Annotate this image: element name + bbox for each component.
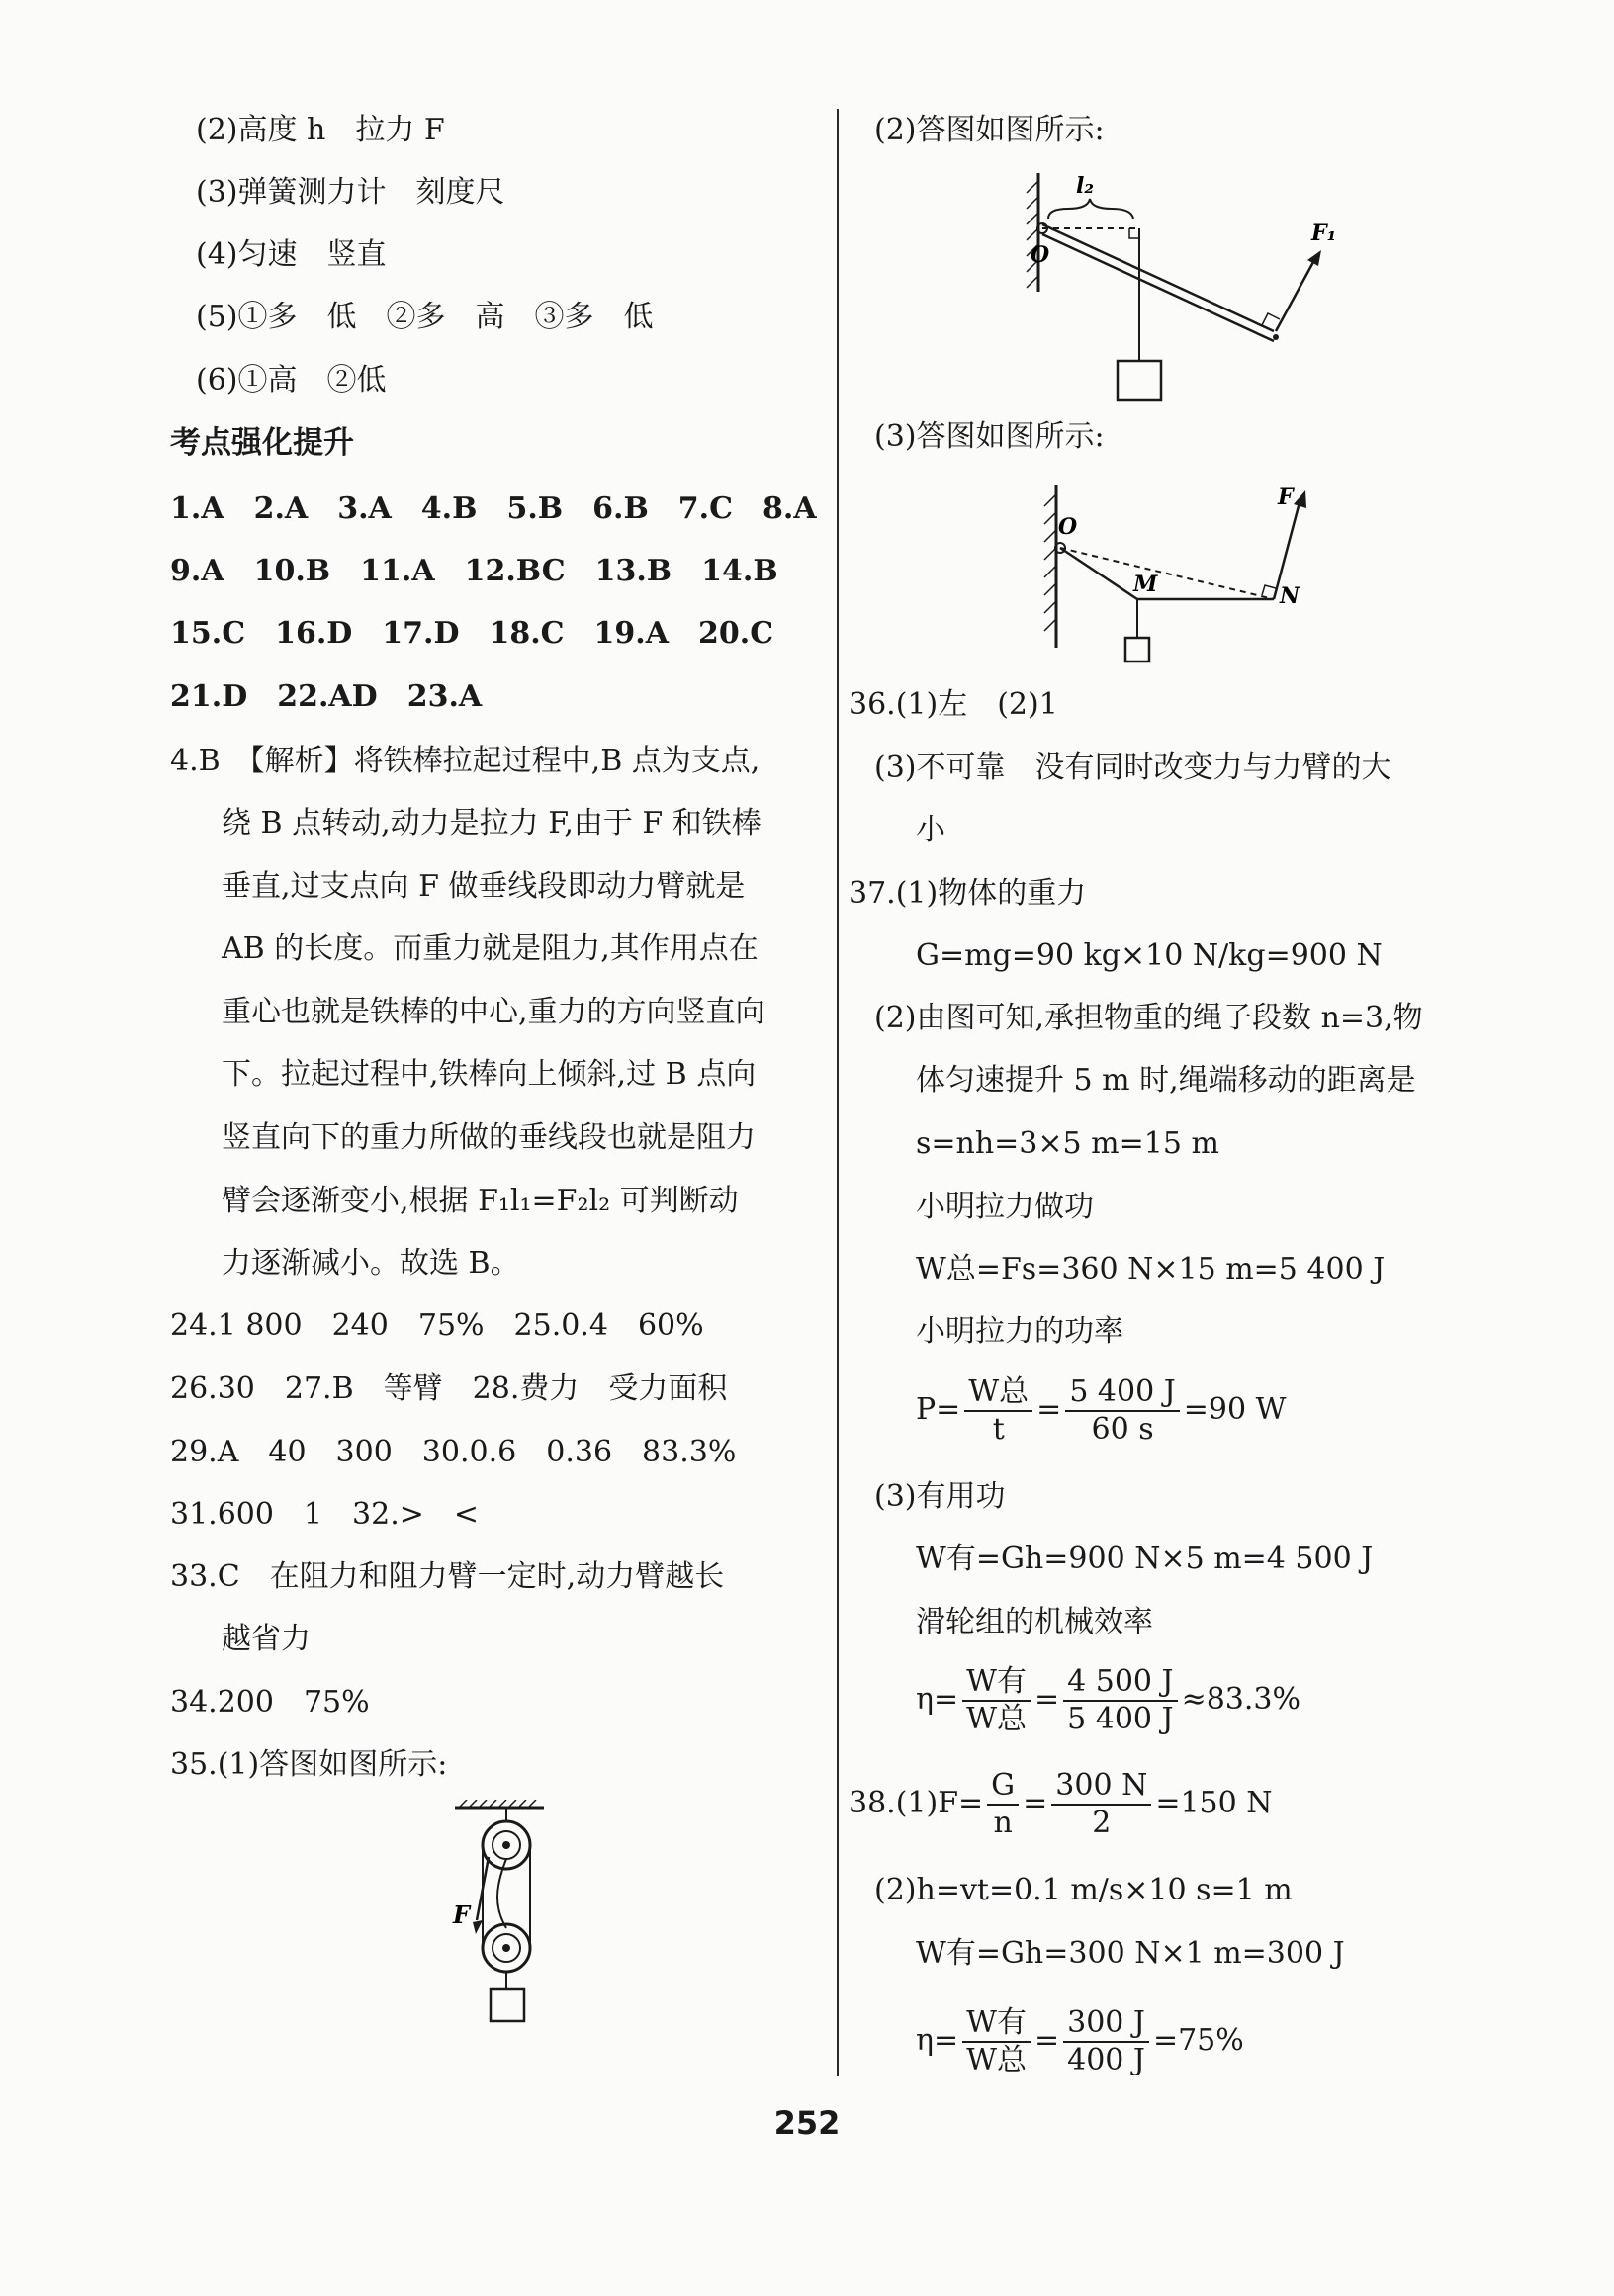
explanation-line: 重心也就是铁棒的中心,重力的方向竖直向 — [222, 995, 765, 1029]
point-label-n: N — [1280, 583, 1300, 609]
force-formula: 38.(1)F= $\frac{G}{n}$ = $\frac{300 N}{2}$ =150 N — [849, 1768, 1273, 1840]
pivot-label-o: O — [1031, 242, 1050, 268]
formula-line: G=mg=90 kg×10 N/kg=900 N — [916, 938, 1383, 973]
explanation-line: 力逐渐减小。故选 B。 — [222, 1246, 520, 1280]
answer-row: 9.A 10.B 11.A 12.BC 13.B 14.B — [170, 554, 778, 588]
answer-line: 37.(1)物体的重力 — [849, 876, 1087, 911]
answer-line: 24.1 800 240 75% 25.0.4 60% — [170, 1308, 704, 1343]
explanation-line: 臂会逐渐变小,根据 F₁l₁=F₂l₂ 可判断动 — [222, 1184, 739, 1218]
answer-line: (2)高度 h 拉力 F — [196, 113, 445, 147]
force-label-f: F — [1278, 485, 1294, 510]
answer-line: 33.C 在阻力和阻力臂一定时,动力臂越长 — [170, 1559, 725, 1594]
answer-line: (3)有用功 — [874, 1479, 1006, 1514]
explanation-line: 下。拉起过程中,铁棒向上倾斜,过 B 点向 — [222, 1057, 757, 1092]
page-number: 252 — [773, 2104, 841, 2142]
answer-line: (4)匀速 竖直 — [196, 237, 387, 272]
force-label-f: F — [453, 1900, 471, 1929]
answer-line: 滑轮组的机械效率 — [916, 1605, 1153, 1639]
formula-line: W有=Gh=900 N×5 m=4 500 J — [916, 1542, 1374, 1576]
answer-line: 29.A 40 300 30.0.6 0.36 83.3% — [170, 1435, 737, 1469]
answer-line: 小明拉力做功 — [916, 1190, 1094, 1224]
power-formula: P= $\frac{\text{W总}}{t}$ = $\frac{5 400 J}{60 s}$ =90 W — [916, 1374, 1287, 1447]
answer-row: 15.C 16.D 17.D 18.C 19.A 20.C — [170, 616, 774, 651]
section-heading: 考点强化提升 — [170, 425, 354, 461]
formula-line: W总=Fs=360 N×15 m=5 400 J — [916, 1252, 1386, 1286]
formula-line: W有=Gh=300 N×1 m=300 J — [916, 1936, 1345, 1971]
answer-line: (3)弹簧测力计 刻度尺 — [196, 175, 505, 210]
answer-line: 小 — [916, 813, 945, 847]
answer-line: (5)①多 低 ②多 高 ③多 低 — [196, 300, 654, 334]
answer-line: 31.600 1 32.> < — [170, 1497, 480, 1532]
answer-row: 21.D 22.AD 23.A — [170, 679, 483, 714]
answer-line: 小明拉力的功率 — [916, 1314, 1123, 1349]
answer-line: 26.30 27.B 等臂 28.费力 受力面积 — [170, 1371, 728, 1406]
explanation-line: 竖直向下的重力所做的垂线段也就是阻力 — [222, 1120, 756, 1155]
explanation-line: 绕 B 点转动,动力是拉力 F,由于 F 和铁棒 — [222, 806, 762, 840]
answer-row: 1.A 2.A 3.A 4.B 5.B 6.B 7.C 8.A — [170, 491, 817, 526]
efficiency-formula-38: η= $\frac{\text{W有}}{\text{W总}}$ = $\frac{300 J}{400 J}$ =75% — [916, 2005, 1244, 2077]
answer-line: 35.(1)答图如图所示: — [170, 1747, 448, 1782]
answer-line: (3)不可靠 没有同时改变力与力臂的大 — [874, 751, 1391, 785]
answer-line: (3)答图如图所示: — [874, 419, 1105, 454]
explanation-line: AB 的长度。而重力就是阻力,其作用点在 — [222, 931, 759, 966]
efficiency-formula: η= $\frac{\text{W有}}{\text{W总}}$ = $\frac{4 500 J}{5 400 J}$ ≈83.3% — [916, 1664, 1301, 1736]
force-label-f1: F₁ — [1311, 221, 1337, 246]
answer-line: 越省力 — [222, 1622, 311, 1656]
explanation-line: 垂直,过支点向 F 做垂线段即动力臂就是 — [222, 869, 746, 904]
column-divider — [837, 109, 839, 2076]
answer-line: (2)由图可知,承担物重的绳子段数 n=3,物 — [874, 1001, 1423, 1035]
lever-diagram-3 — [1029, 475, 1325, 672]
formula-line: s=nh=3×5 m=15 m — [916, 1126, 1219, 1161]
explanation-line: 4.B 【解析】将铁棒拉起过程中,B 点为支点, — [170, 744, 761, 778]
lever-diagram-2 — [999, 163, 1375, 420]
answer-line: 36.(1)左 (2)1 — [849, 687, 1058, 722]
pulley-diagram — [435, 1800, 574, 2037]
formula-line: (2)h=vt=0.1 m/s×10 s=1 m — [874, 1873, 1293, 1907]
answer-line: (2)答图如图所示: — [874, 113, 1105, 147]
lever-arm-label-l2: l₂ — [1076, 173, 1094, 199]
answer-line: 体匀速提升 5 m 时,绳端移动的距离是 — [916, 1063, 1416, 1098]
answer-line: 34.200 75% — [170, 1685, 370, 1720]
point-label-m: M — [1133, 572, 1158, 597]
answer-line: (6)①高 ②低 — [196, 363, 387, 397]
pivot-label-o: O — [1058, 514, 1078, 540]
